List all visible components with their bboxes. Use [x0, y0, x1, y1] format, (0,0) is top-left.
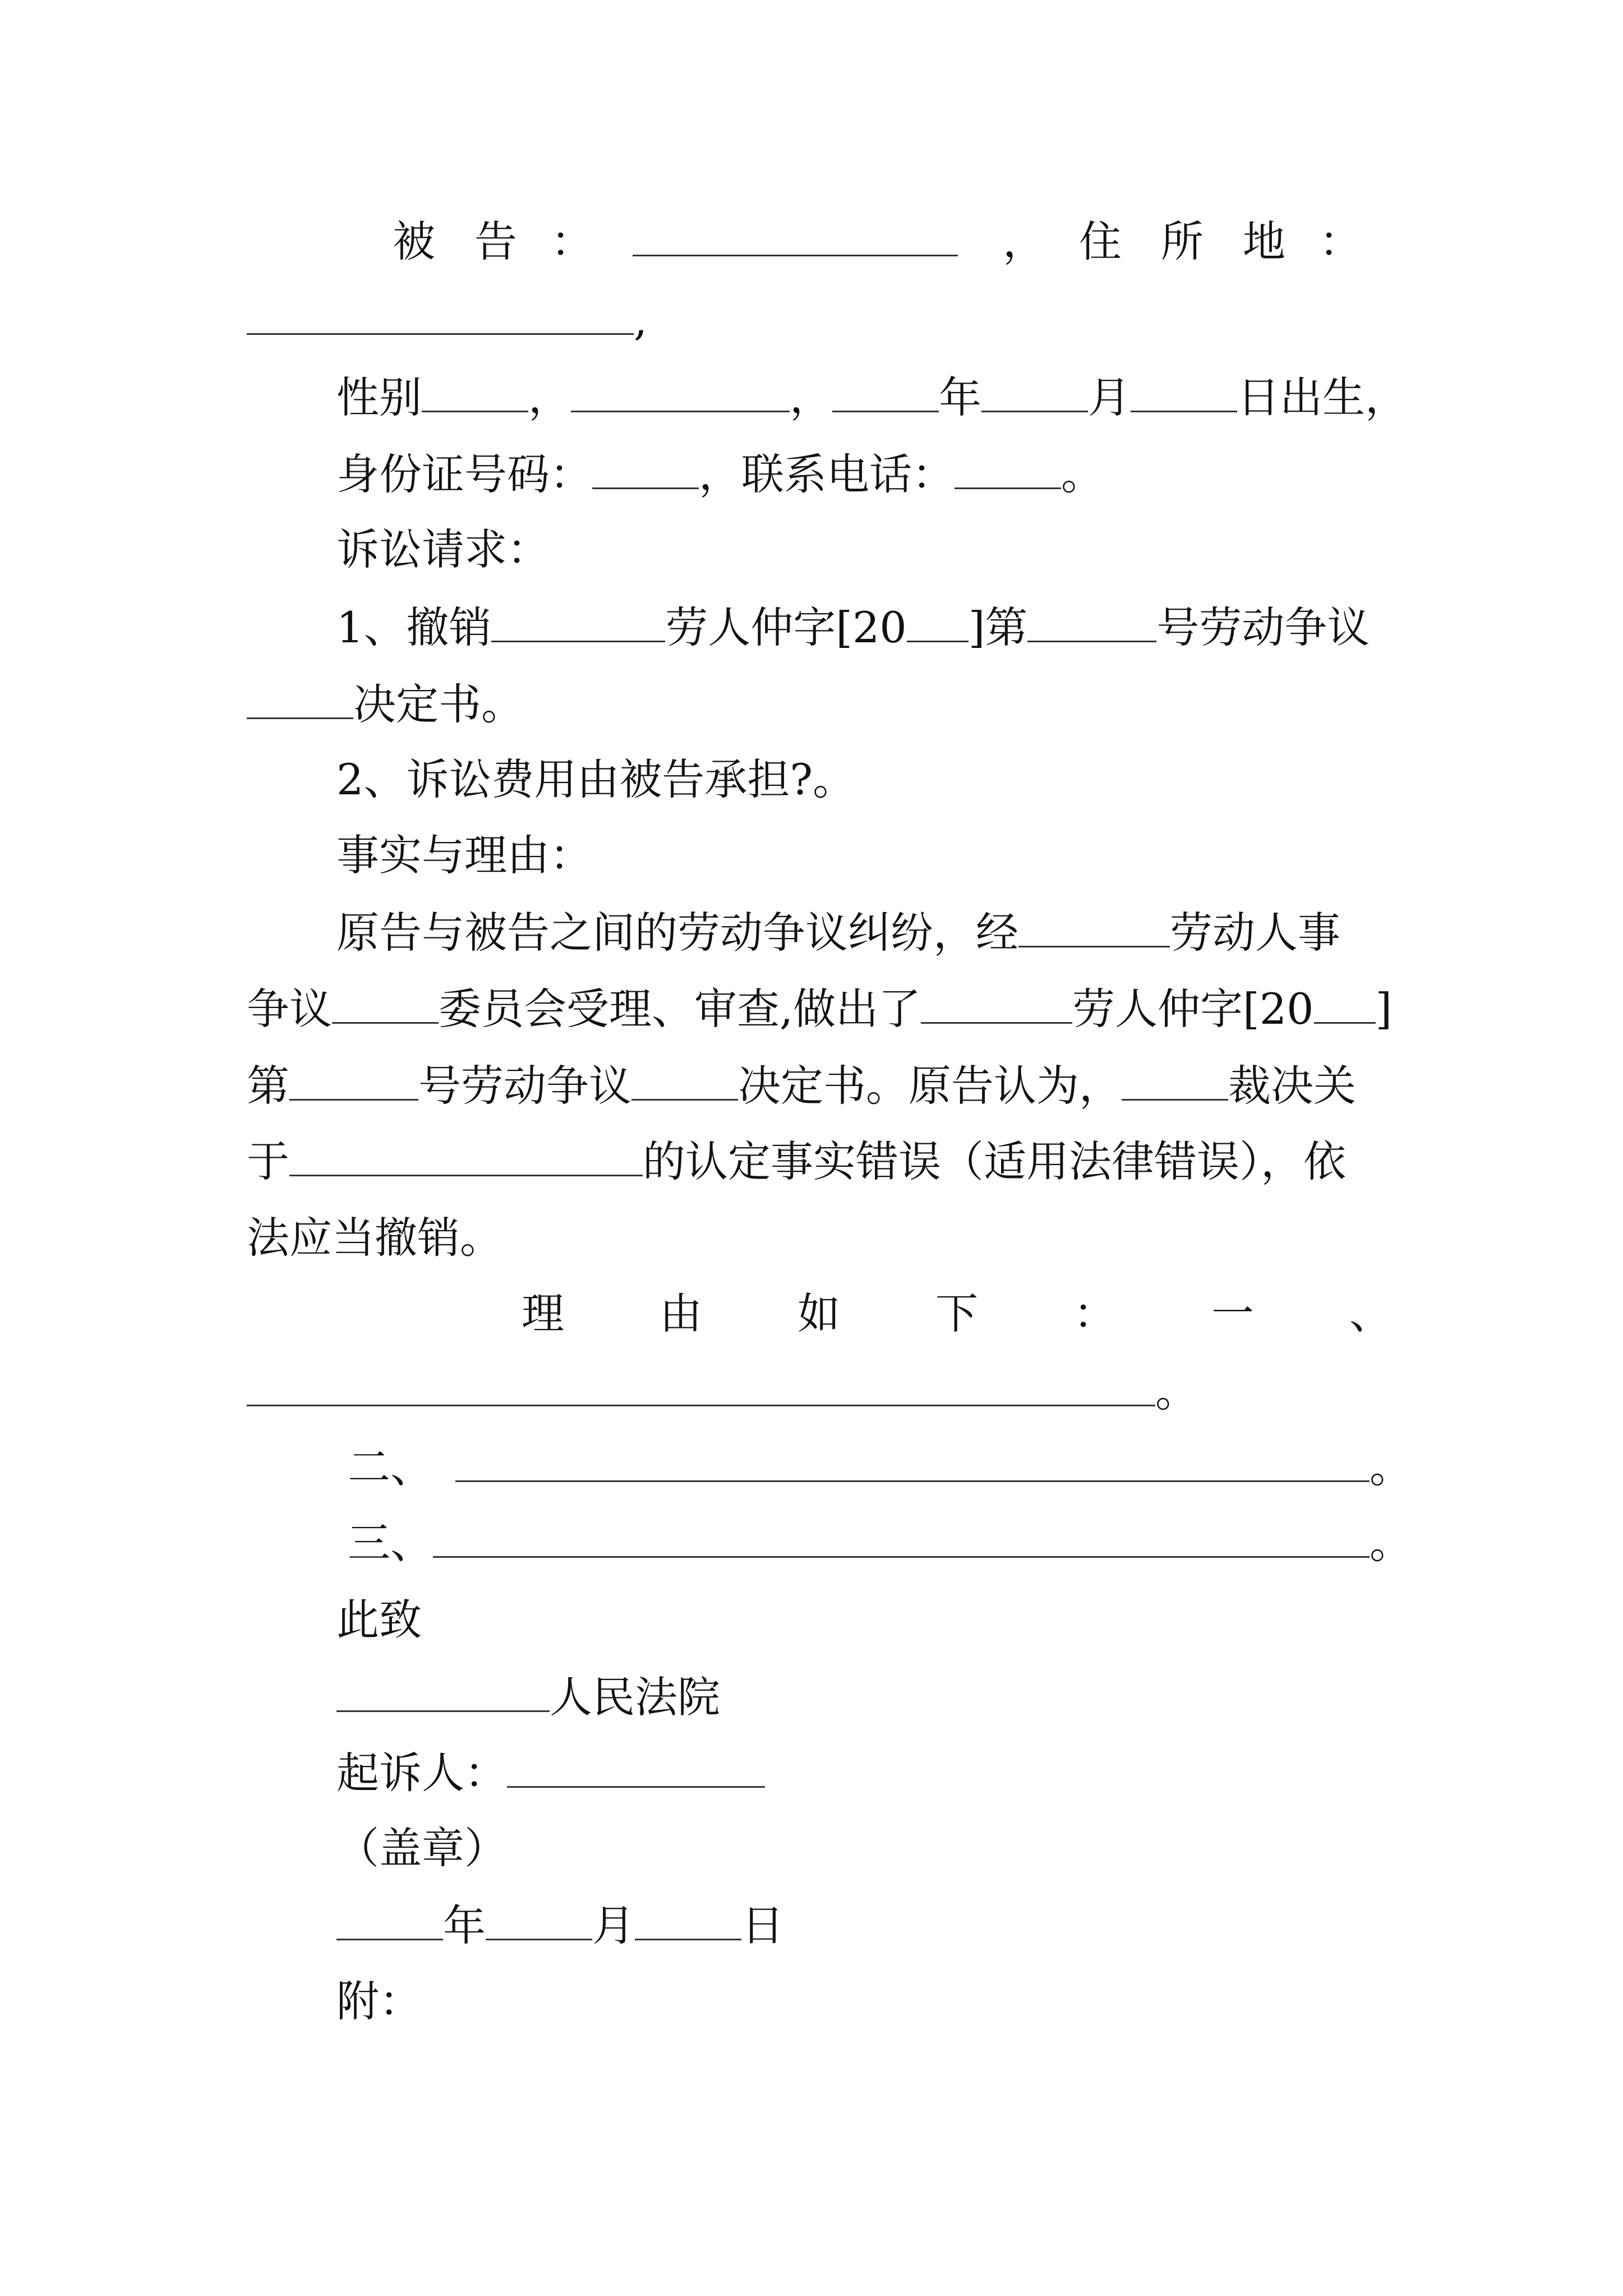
reasons-char-6: 一	[1211, 1289, 1254, 1338]
gender-blank	[422, 369, 528, 412]
reason-1-line	[247, 1363, 1198, 1420]
facts-p1-end: 劳动人事	[1170, 908, 1340, 958]
id-blank	[592, 446, 699, 489]
birth-month-blank	[981, 369, 1088, 412]
facts-line-2	[247, 981, 1392, 1037]
facts-blank-6	[631, 1057, 738, 1101]
id-label: 身份证号码：	[336, 449, 592, 499]
plaintiff-label: 起诉人：	[336, 1748, 507, 1798]
gender-label: 性别	[336, 372, 422, 422]
court-label: 人民法院	[550, 1672, 720, 1722]
reason-2-end: 。	[1370, 1442, 1412, 1492]
claim-1-mid-2: ]第	[968, 602, 1028, 652]
claim-2: 2、诉讼费用由被告承担?。	[336, 754, 856, 804]
reason-3-blank	[433, 1515, 1370, 1558]
seal-label: （盖章）	[336, 1823, 507, 1873]
facts-blank-7	[1122, 1057, 1228, 1101]
facts-line-3	[247, 1057, 1356, 1114]
defendant-colon: ：	[551, 217, 593, 266]
facts-p2-bracket: ]	[1375, 984, 1393, 1034]
claim-1-mid-1: 劳人仲字[20	[665, 602, 907, 652]
claim-1-blank-3	[1027, 599, 1156, 642]
residence-blank-line	[247, 292, 647, 348]
date-month-blank	[486, 1897, 592, 1940]
reasons-char-3: 如	[797, 1289, 840, 1338]
facts-p2-start: 争议	[247, 984, 332, 1034]
claim-1-prefix: 1、撤销	[336, 602, 492, 652]
defendant-label-bei: 被	[393, 217, 435, 266]
facts-p3-mid-2: 决定书。原告认为，	[738, 1061, 1122, 1111]
facts-p4-end: 的认定事实错误（适用法律错误），依	[643, 1137, 1346, 1186]
ethnicity-comma: ，	[790, 372, 832, 422]
reasons-char-5: ：	[1073, 1289, 1116, 1338]
claim-1-blank-4	[247, 676, 353, 719]
date-day-blank	[635, 1897, 741, 1940]
defendant-label-gao: 告	[474, 217, 517, 266]
residence-suo: 所	[1161, 217, 1204, 266]
residence-di: 地	[1243, 217, 1285, 266]
facts-blank-1	[1018, 904, 1170, 947]
facts-p2-mid: 委员会受理、审查,做出了	[439, 984, 921, 1034]
date-line	[336, 1897, 784, 1954]
facts-heading: 事实与理由：	[336, 830, 592, 880]
birth-day-blank	[1131, 369, 1237, 412]
date-year-label: 年	[443, 1901, 486, 1950]
gender-comma: ，	[528, 372, 571, 422]
ethnicity-blank	[571, 369, 790, 412]
claim-1-mid-3: 号劳动争议	[1156, 602, 1370, 652]
reason-1-blank	[247, 1363, 1155, 1406]
reasons-char-1: 理	[522, 1289, 564, 1338]
defendant-comma: ，	[1003, 217, 1045, 266]
residence-end-comma: ,	[634, 295, 648, 345]
reasons-char-4: 下	[935, 1289, 978, 1338]
reason-2-line	[348, 1439, 1412, 1496]
claims-heading: 诉讼请求：	[336, 524, 550, 574]
claim-1-blank-1	[491, 599, 665, 642]
facts-p2-end: 劳人仲字[20	[1072, 984, 1314, 1034]
id-line-end: 。	[1061, 449, 1104, 499]
facts-line-1	[336, 904, 1340, 961]
id-line	[336, 446, 1104, 503]
residence-blank	[247, 292, 634, 335]
residence-colon: ：	[1319, 217, 1362, 266]
phone-blank	[955, 446, 1061, 489]
phone-label: ，联系电话：	[699, 449, 955, 499]
birth-year-blank	[832, 369, 939, 412]
birth-month-label: 月	[1088, 372, 1131, 422]
defendant-line	[393, 213, 1362, 270]
reasons-char-7: 、	[1349, 1289, 1392, 1338]
reason-3-end: 。	[1370, 1518, 1412, 1568]
facts-blank-2	[332, 981, 439, 1024]
gender-line	[336, 369, 1408, 426]
facts-line-4	[247, 1133, 1346, 1190]
reason-3-line	[348, 1515, 1412, 1571]
reason-2-label: 二、	[348, 1442, 433, 1492]
facts-blank-4	[1314, 981, 1376, 1024]
date-month-label: 月	[592, 1901, 635, 1950]
attachment-label: 附：	[336, 1976, 422, 2026]
birth-year-label: 年	[939, 372, 981, 422]
plaintiff-line	[336, 1745, 765, 1801]
date-year-blank	[336, 1897, 443, 1940]
date-day-label: 日	[741, 1901, 784, 1950]
claim-1-line	[336, 599, 1370, 656]
claim-1-blank-2	[907, 599, 969, 642]
defendant-name-blank	[633, 213, 958, 256]
reason-3-label: 三、	[348, 1518, 433, 1568]
facts-blank-8	[289, 1133, 643, 1176]
facts-line-5: 法应当撤销。	[247, 1213, 502, 1263]
reasons-char-2: 由	[660, 1289, 702, 1338]
facts-p3-start: 第	[247, 1061, 289, 1111]
closing-respect: 此致	[336, 1595, 422, 1645]
facts-p1-start: 原告与被告之间的劳动争议纠纷，经	[336, 908, 1018, 958]
reason-1-end: 。	[1155, 1366, 1198, 1416]
facts-p3-mid-1: 号劳动争议	[418, 1061, 631, 1111]
facts-p4-start: 于	[247, 1137, 289, 1186]
court-line	[336, 1669, 720, 1726]
plaintiff-blank	[507, 1745, 765, 1788]
court-blank	[336, 1669, 550, 1712]
reasons-heading	[522, 1286, 1392, 1342]
residence-zhu: 住	[1079, 217, 1122, 266]
facts-blank-3	[921, 981, 1072, 1024]
birth-day-label: 日出生，	[1237, 372, 1408, 422]
reason-2-blank	[455, 1439, 1370, 1482]
facts-blank-5	[289, 1057, 418, 1101]
facts-p3-end: 裁决关	[1228, 1061, 1356, 1111]
claim-1-end: 决定书。	[353, 679, 524, 729]
claim-1-line-2	[247, 676, 524, 733]
